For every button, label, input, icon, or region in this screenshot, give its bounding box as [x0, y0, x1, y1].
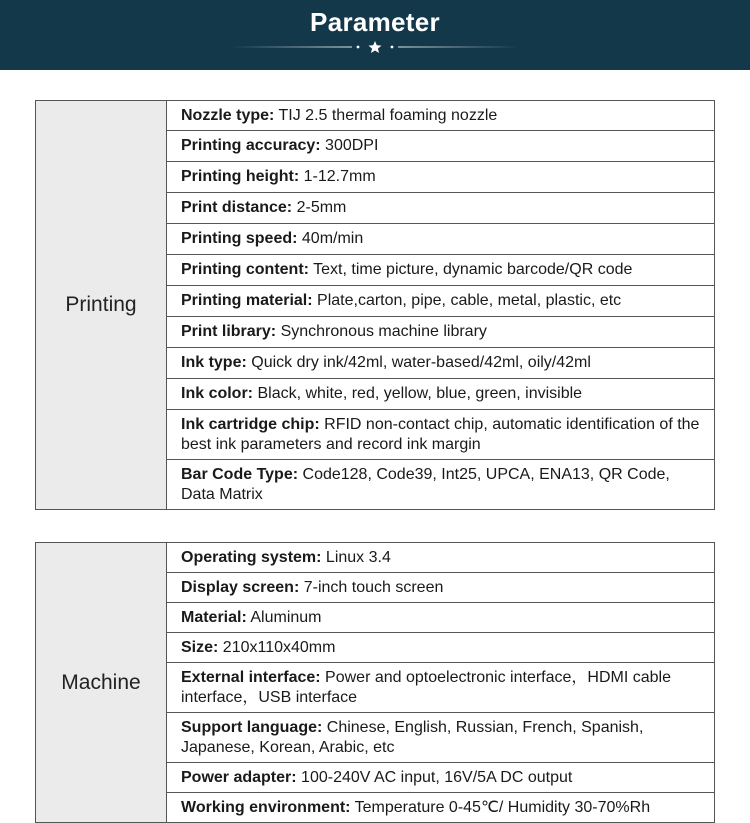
param-value: Black, white, red, yellow, blue, green, invisible — [253, 385, 583, 402]
param-label: Material: — [181, 608, 247, 626]
param-cell — [167, 379, 715, 410]
param-label: Size: — [181, 638, 219, 656]
param-value: Code128, Code39, Int25, UPCA, ENA13, QR Code, Data Matrix — [181, 465, 670, 503]
param-value: 40m/min — [297, 230, 364, 247]
param-value: TIJ 2.5 thermal foaming nozzle — [274, 106, 498, 124]
param-label: Display screen: — [181, 578, 300, 596]
param-value: 300DPI — [320, 137, 379, 154]
param-cell — [167, 763, 715, 793]
param-cell — [167, 573, 715, 603]
param-label: Printing accuracy: — [181, 137, 321, 154]
section-label-printing: Printing — [36, 101, 167, 510]
param-cell — [167, 286, 715, 317]
section-label-machine: Machine — [36, 543, 167, 823]
header-banner — [0, 0, 750, 70]
param-value: Quick dry ink/42ml, water-based/42ml, oily/42ml — [246, 354, 591, 371]
param-cell — [167, 131, 715, 162]
param-label: Ink type: — [181, 354, 247, 371]
param-cell — [167, 193, 715, 224]
param-value: Synchronous machine library — [276, 323, 487, 340]
param-value: 2-5mm — [292, 199, 347, 216]
param-value: Aluminum — [246, 608, 322, 626]
param-label: Operating system: — [181, 548, 322, 566]
param-label: Print library: — [181, 323, 277, 340]
param-cell — [167, 603, 715, 633]
param-label: Printing height: — [181, 168, 300, 185]
param-label: Bar Code Type: — [181, 465, 299, 483]
param-value: 1-12.7mm — [299, 168, 376, 185]
param-value: Text, time picture, dynamic barcode/QR code — [308, 261, 633, 278]
param-label: Print distance: — [181, 199, 293, 216]
param-label: Printing speed: — [181, 230, 298, 247]
param-value: 7-inch touch screen — [299, 578, 444, 596]
param-value: Temperature 0-45℃/ Humidity 30-70%Rh — [350, 798, 651, 816]
param-label: External interface: — [181, 668, 321, 686]
param-cell — [167, 224, 715, 255]
param-value: 100-240V AC input, 16V/5A DC output — [296, 768, 573, 786]
param-cell — [167, 348, 715, 379]
param-value: Plate,carton, pipe, cable, metal, plastic, etc — [312, 292, 622, 309]
machine-parameter-table — [35, 542, 715, 823]
param-value: Chinese, English, Russian, French, Spanish, Japanese, Korean, Arabic, etc — [181, 718, 644, 756]
param-cell — [167, 460, 715, 510]
param-label: Working environment: — [181, 798, 351, 816]
param-cell — [167, 101, 715, 131]
param-cell — [167, 633, 715, 663]
printing-parameter-table — [35, 100, 715, 510]
table-row — [36, 543, 715, 573]
param-label: Power adapter: — [181, 768, 297, 786]
param-value: Power and optoelectronic interface，HDMI cable interface，USB interface — [181, 668, 672, 706]
param-value: Linux 3.4 — [321, 548, 391, 566]
param-label: Ink color: — [181, 385, 254, 402]
param-label: Printing material: — [181, 292, 313, 309]
page-title: Parameter — [310, 7, 440, 37]
param-value: 210x110x40mm — [218, 638, 336, 656]
param-cell — [167, 317, 715, 348]
table-row — [36, 101, 715, 131]
param-cell — [167, 255, 715, 286]
param-cell — [167, 162, 715, 193]
param-label: Nozzle type: — [181, 106, 275, 124]
param-cell — [167, 543, 715, 573]
star-divider-icon — [230, 40, 520, 54]
param-value: RFID non-contact chip, automatic identification of the best ink parameters and record ink margin — [181, 415, 700, 453]
param-label: Ink cartridge chip: — [181, 415, 320, 433]
param-cell — [167, 713, 715, 763]
param-cell — [167, 793, 715, 823]
param-cell — [167, 663, 715, 713]
param-label: Support language: — [181, 718, 323, 736]
param-label: Printing content: — [181, 261, 309, 278]
param-cell — [167, 410, 715, 460]
